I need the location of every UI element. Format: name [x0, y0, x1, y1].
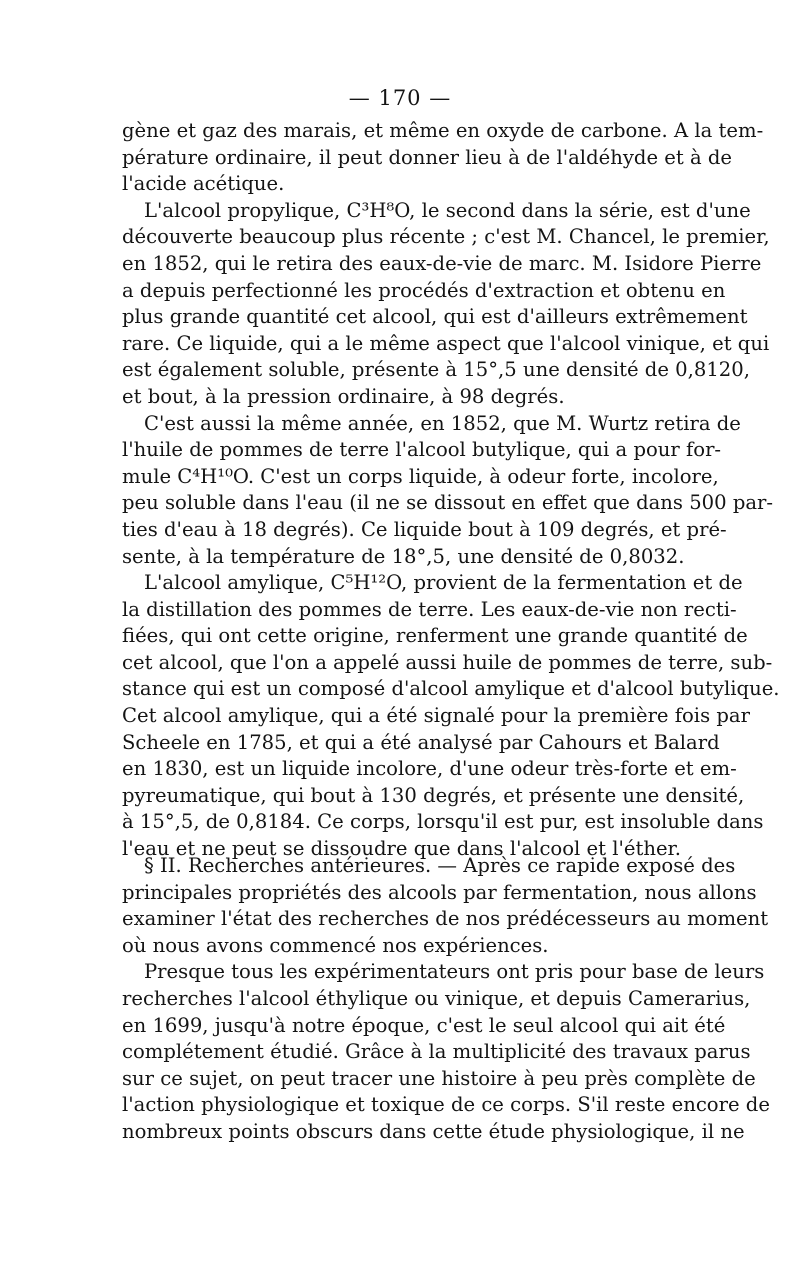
page-number: — 170 — [348, 86, 452, 110]
text-line: où nous avons commencé nos expériences. [122, 933, 549, 957]
text-line: rare. Ce liquide, qui a le même aspect que l'alcool vinique, et qui [122, 331, 770, 355]
text-line: L'alcool amylique, C⁵H¹²O, provient de la fermentation et de [144, 571, 743, 595]
text-line: en 1830, est un liquide incolore, d'une odeur très-forte et em- [122, 757, 737, 781]
text-section-previous-research [122, 853, 770, 1146]
text-line: complétement étudié. Grâce à la multiplicité des travaux parus [122, 1040, 751, 1064]
text-line: à 15°,5, de 0,8184. Ce corps, lorsqu'il est pur, est insoluble dans [122, 810, 764, 834]
text-line: stance qui est un composé d'alcool amylique et d'alcool butylique. [122, 677, 780, 701]
text-line: Cet alcool amylique, qui a été signalé pour la première fois par [122, 704, 750, 728]
text-section-alcohols [122, 118, 780, 863]
text-line: principales propriétés des alcools par fermentation, nous allons [122, 880, 757, 904]
text-line: sente, à la température de 18°,5, une densité de 0,8032. [122, 544, 685, 568]
text-line: Scheele en 1785, et qui a été analysé par Cahours et Balard [122, 730, 720, 754]
text-line: la distillation des pommes de terre. Les eaux-de-vie non recti- [122, 597, 737, 621]
text-line: a depuis perfectionné les procédés d'extraction et obtenu en [122, 278, 726, 302]
section-heading-line: § II. Recherches antérieures. — Après ce rapide exposé des [144, 854, 736, 877]
text-line: plus grande quantité cet alcool, qui est d'ailleurs extrêmement [122, 305, 748, 329]
text-line: C'est aussi la même année, en 1852, que M. Wurtz retira de [144, 411, 741, 435]
text-line: ties d'eau à 18 degrés). Ce liquide bout à 109 degrés, et pré- [122, 517, 727, 541]
text-line: sur ce sujet, on peut tracer une histoire à peu près complète de [122, 1066, 756, 1090]
text-line: l'action physiologique et toxique de ce corps. S'il reste encore de [122, 1093, 770, 1117]
text-line: l'eau et ne peut se dissoudre que dans l'alcool et l'éther. [122, 837, 681, 861]
text-line: recherches l'alcool éthylique ou vinique, et depuis Camerarius, [122, 986, 751, 1010]
text-line: et bout, à la pression ordinaire, à 98 degrés. [122, 384, 565, 408]
text-line: découverte beaucoup plus récente ; c'est M. Chancel, le premier, [122, 225, 770, 249]
text-line: mule C⁴H¹⁰O. C'est un corps liquide, à odeur forte, incolore, [122, 464, 719, 488]
text-line: nombreux points obscurs dans cette étude physiologique, il ne [122, 1119, 745, 1143]
text-line: l'acide acétique. [122, 172, 285, 196]
text-line: en 1699, jusqu'à notre époque, c'est le seul alcool qui ait été [122, 1013, 726, 1037]
text-line: pyreumatique, qui bout à 130 degrés, et présente une densité, [122, 783, 745, 807]
text-line: Presque tous les expérimentateurs ont pris pour base de leurs [144, 960, 765, 984]
text-line: l'huile de pommes de terre l'alcool butylique, qui a pour for- [122, 438, 722, 462]
text-line: gène et gaz des marais, et même en oxyde de carbone. A la tem- [122, 119, 764, 142]
text-line: peu soluble dans l'eau (il ne se dissout en effet que dans 500 par- [122, 491, 774, 515]
text-line: est également soluble, présente à 15°,5 une densité de 0,8120, [122, 358, 750, 382]
text-line: pérature ordinaire, il peut donner lieu à de l'aldéhyde et à de [122, 145, 733, 169]
text-line: examiner l'état des recherches de nos prédécesseurs au moment [122, 907, 769, 931]
text-line: fiées, qui ont cette origine, renferment une grande quantité de [122, 624, 748, 648]
text-line: cet alcool, que l'on a appelé aussi huile de pommes de terre, sub- [122, 650, 773, 674]
text-line: L'alcool propylique, C³H⁸O, le second dans la série, est d'une [144, 198, 751, 222]
text-line: en 1852, qui le retira des eaux-de-vie de marc. M. Isidore Pierre [122, 251, 762, 275]
